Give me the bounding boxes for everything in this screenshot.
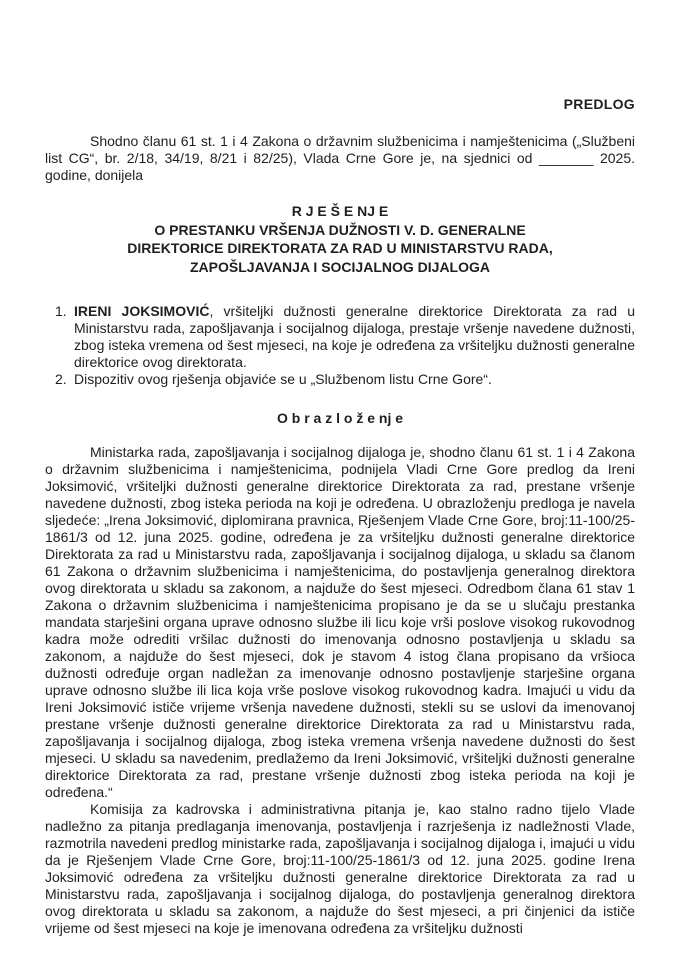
decision-title-line: O PRESTANKU VRŠENJA DUŽNOSTI V. D. GENERALNE [154,221,526,238]
item-text: Dispozitiv ovog rješenja objaviće se u „Službenom listu Crne Gore“. [74,371,492,387]
item-lead-name: IRENI JOKSIMOVIĆ [74,303,210,319]
decision-item [45,371,635,388]
doc-type-label: PREDLOG [563,96,635,112]
decision-title-line: DIREKTORICE DIREKTORATA ZA RAD U MINISTARSTVU RADA, [127,240,553,256]
decision-title-line: ZAPOŠLJAVANJA I SOCIJALNOG DIJALOGA [190,258,490,275]
decision-title [45,202,635,276]
explanation-paragraph-1: Ministarka rada, zapošljavanja i socijalnog dijaloga je, shodno članu 61 st. 1 i 4 Zakona o državnim službenicima i namještenicima, podnijela Vladi Crne Gore predlog da Ireni Joksimović, vršiteljki dužnosti generalne direktorice Direktorata za rad, prestane vršenje navedene dužnosti, zbog isteka perioda na koji je određena. U obrazloženju predloga je navela sljedeće: „Irena Joksimović, diplomirana pravnica, Rješenjem Vlade Crne Gore, broj:11-100/25-1861/3 od 12. juna 2025. godine, određena je za vršiteljku dužnosti generalne direktorice Direktorata za rad u Ministarstvu rada, zapošljavanja i socijalnog dijaloga, u skladu sa članom 61 Zakona o državnim službenicima i namještenicima, do postavljenja generalnog direktora ovog direktorata u skladu sa zakonom, a najduže do šest mjeseci. Odredbom člana 61 stav 1 Zakona o državnim službenicima i namještenicima propisano je da se u slučaju prestanka mandata starješini organa uprave odnosno službe ili licu koje vrši poslove visokog rukovodnog kadra može odrediti vršilac dužnosti do imenovanja odnosno postavljenja u skladu sa zakonom, a najduže do šest mjeseci, dok je stavom 4 istog člana propisano da vršioca dužnosti određuje organ nadležan za imenovanje odnosno postavljenje starješine organa uprave odnosno službe ili lica koja vrše poslove visokog rukovodnog kadra. Imajući u vidu da Ireni Joksimović ističe vrijeme vršenja navedene dužnosti, stekli su se uslovi da imenovanoj prestane vršenje dužnosti generalne direktorice Direktorata za rad u Ministarstvu rada, zapošljavanja i socijalnog dijaloga, zbog isteka vremena vršenja navedene dužnosti do šest mjeseci. U skladu sa navedenim, predlažemo da Ireni Joksimović, vršiteljki dužnosti generalne direktorice Direktorata za rad, prestane vršenje dužnosti zbog isteka perioda na koji je određena.“ [45,444,635,800]
item-text: , vršiteljki dužnosti generalne direktorice Direktorata za rad u Ministarstvu rada, zapošljavanja i socijalnog dijaloga, prestaje vršenje navedene dužnosti, zbog isteka vremena od šest mjeseci, na koje je određena za vršiteljku dužnosti generalne direktorice ovog direktorata. [74,303,635,370]
decision-title-line: R J E Š E NJ E [291,203,389,219]
item-number: 2. [55,371,67,387]
explanation-heading: O b r a z l o ž e nj e [276,410,404,426]
decision-items-list [45,303,635,388]
decision-item [45,303,635,371]
explanation-paragraph-2: Komisija za kadrovska i administrativna pitanja je, kao stalno radno tijelo Vlade nadležno za pitanja predlaganja imenovanja, postavljenja i razrješenja iz nadležnosti Vlade, razmotrila navedeni predlog ministarke rada, zapošljavanja i socijalnog dijaloga i, imajući u vidu da je Rješenjem Vlade Crne Gore, broj:11-100/25-1861/3 od 12. juna 2025. godine Irena Joksimović određena za vršiteljku dužnosti generalne direktorice Direktorata za rad u Ministarstvu rada, zapošljavanja i socijalnog dijaloga, do postavljenja generalnog direktora ovog direktorata u skladu sa zakonom, a najduže do šest mjeseci, a pri činjenici da ističe vrijeme od šest mjeseci na koje je imenovana određena za vršiteljku dužnosti [45,801,635,936]
intro-paragraph: Shodno članu 61 st. 1 i 4 Zakona o državnim službenicima i namještenicima („Službeni list CG“, br. 2/18, 34/19, 8/21 i 82/25), Vlada Crne Gore je, na sjednici od _______ 2025. godine, donijela [45,133,635,183]
item-number: 1. [55,303,67,319]
